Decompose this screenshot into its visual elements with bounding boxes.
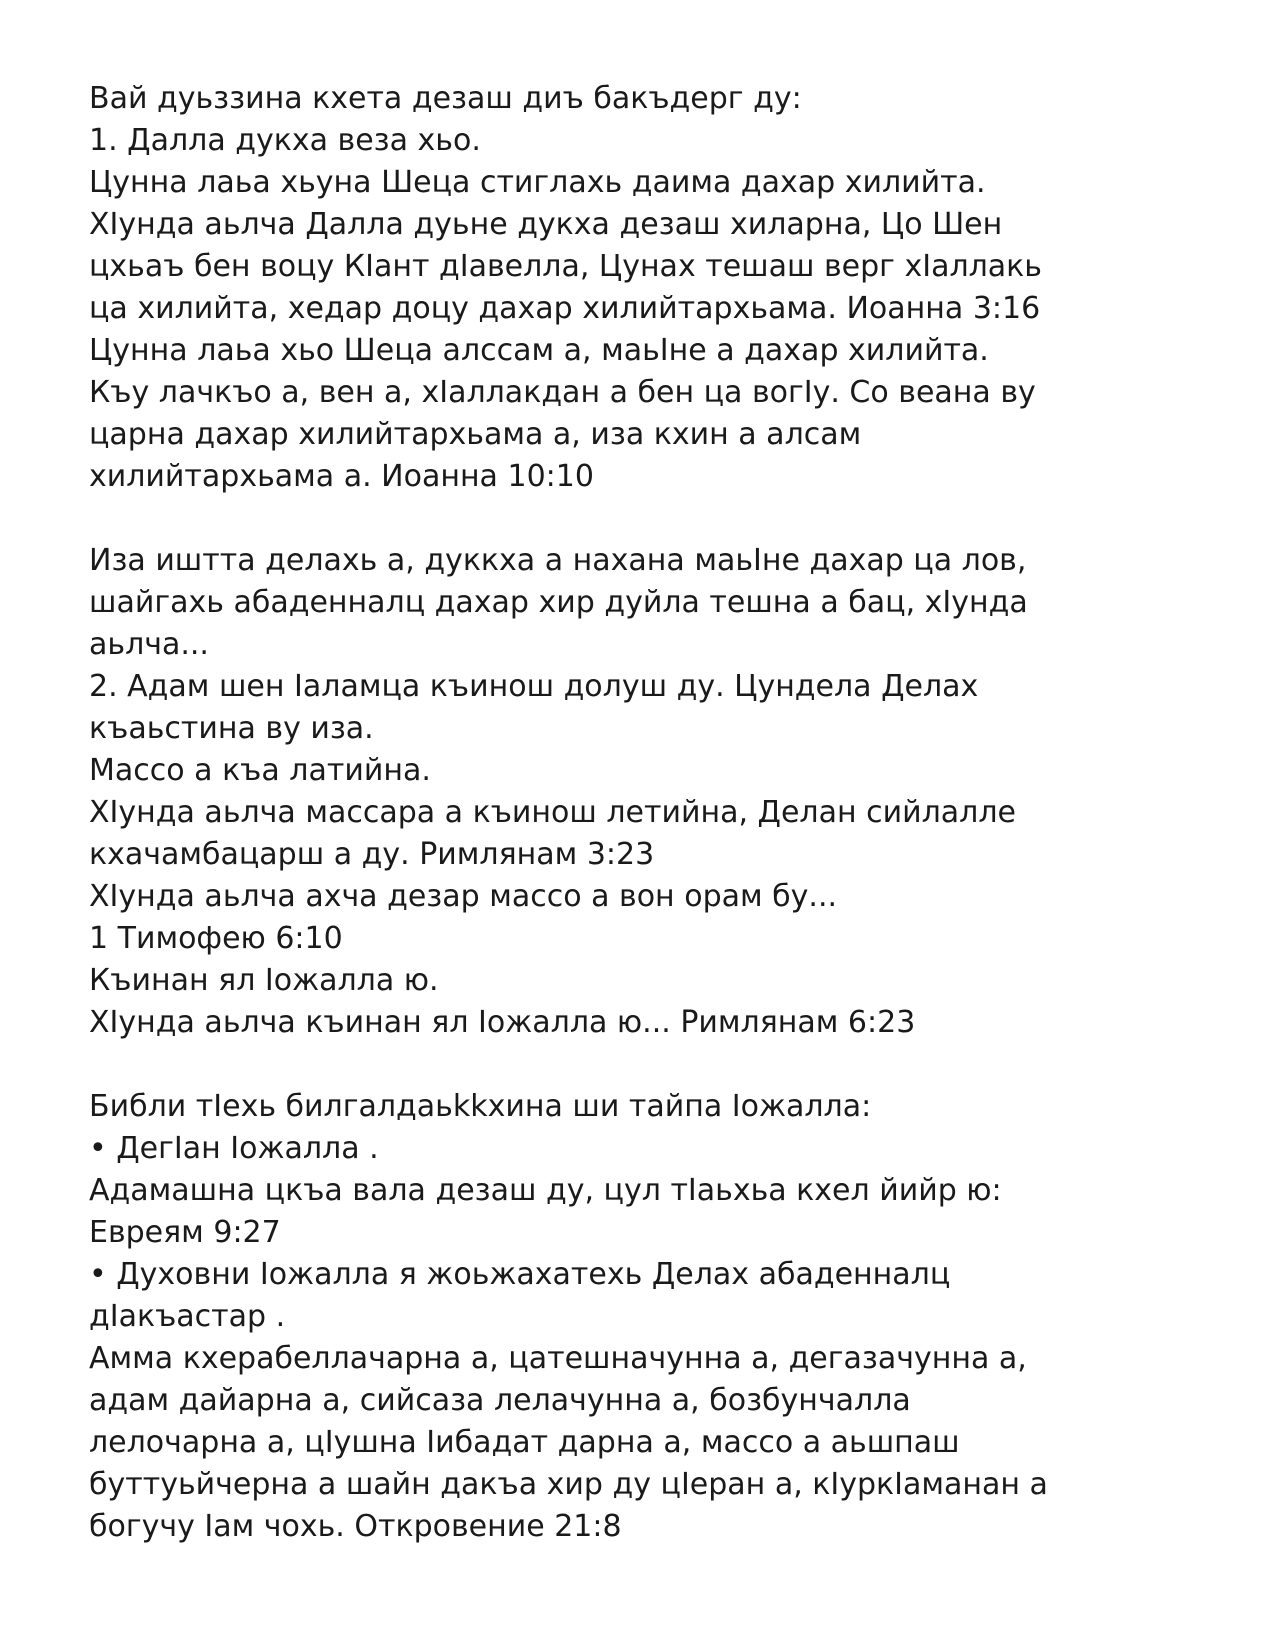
text-line: ХIунда аьлча ахча дезар массо а вон орам бу... [89,879,838,914]
text-line: Къинан ял Iожалла ю. [89,963,439,998]
text-line: • ДегIан Iожалла . [89,1131,379,1166]
text-line: Цунна лаьа хьуна Шеца стиглахь даима дахар хилийта. [89,165,986,200]
text-line: Къу лачкъо а, вен а, хIаллакдан а бен ца вогIу. Со веана ву [89,375,1036,410]
text-line: буттуьйчерна а шайн дакъа хир ду цIеран а, кIуркIаманан а [89,1467,1048,1502]
text-line: адам дайарна а, сийсаза лелачунна а, бозбунчалла [89,1383,911,1418]
text-line: Адамашна цкъа вала дезаш ду, цул тIаьхьа кхел йийр ю: [89,1173,1002,1208]
text-line: • Духовни Iожалла я жоьжахатехь Делах абаденналц [89,1257,951,1292]
text-line: 2. Адам шен Iаламца къинош долуш ду. Цундела Делах [89,669,979,704]
text-line: лелочарна а, цIушна Iибадат дарна а, массо а аьшпаш [89,1425,960,1460]
text-line: Евреям 9:27 [89,1215,281,1250]
text-line: хилийтархьама а. Иоанна 10:10 [89,459,594,494]
text-line: Иза иштта делахь а, дуккха а нахана маьIне дахар ца лов, [89,543,1027,578]
text-line: ХIунда аьлча къинан ял Iожалла ю... Римлянам 6:23 [89,1005,916,1040]
paragraph-gap [89,498,1219,540]
text-line: 1. Далла дукха веза хьо. [89,123,481,158]
text-line: царна дахар хилийтархьама а, иза кхин а алсам [89,417,862,452]
paragraph-gap [89,1044,1219,1086]
text-line: ХIунда аьлча массара а къинош летийна, Делан сийлалле [89,795,1016,830]
text-line: Библи тIехь билгалдаьkkхина ши тайпа Iожалла: [89,1089,872,1124]
text-line: цхьаъ бен воцу КIант дIавелла, Цунах тешаш верг хIаллакь [89,249,1042,284]
text-line: Цунна лаьа хьо Шеца алссам а, маьIне а дахар хилийта. [89,333,989,368]
text-line: Амма кхерабеллачарна а, цатешначунна а, дегазачунна а, [89,1341,1027,1376]
text-line: Вай дуьззина кхета дезаш диъ бакъдерг ду: [89,81,802,116]
text-line: Массо а къа латийна. [89,753,431,788]
document-body [89,78,1219,1548]
text-line: ца хилийта, хедар доцу дахар хилийтархьама. Иоанна 3:16 [89,291,1041,326]
text-line: къаьстина ву иза. [89,711,374,746]
text-line: 1 Тимофею 6:10 [89,921,343,956]
text-line: богучу Iам чохь. Откровение 21:8 [89,1509,622,1544]
text-line: ХIунда аьлча Далла дуьне дукха дезаш хиларна, Цо Шен [89,207,1003,242]
text-line: кхачамбацарш а ду. Римлянам 3:23 [89,837,655,872]
text-line: дIакъастар . [89,1299,286,1334]
text-line: шайгахь абаденналц дахар хир дуйла тешна а бац, хIунда [89,585,1028,620]
text-line: аьлча... [89,627,209,662]
